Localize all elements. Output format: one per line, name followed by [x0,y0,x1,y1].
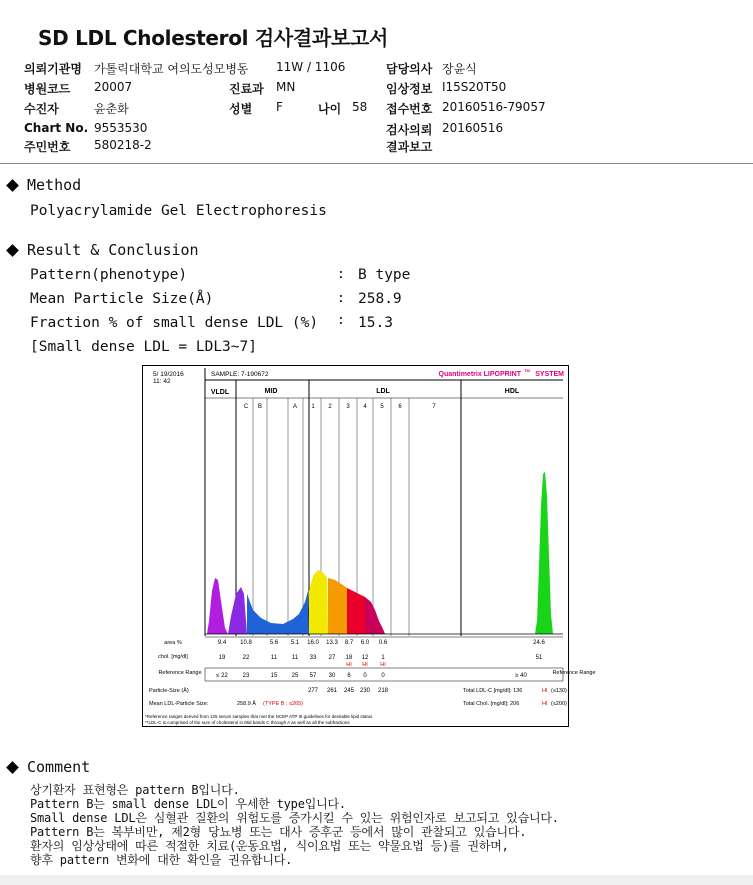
area-pct-value: 8.7 [344,640,354,646]
group-label-mid: MID [264,388,278,395]
group-label-vldl: VLDL [210,389,230,396]
band-label-1: 1 [311,404,315,410]
vldl-peak [207,578,228,634]
comment-line: Pattern B는 복부비만, 제2형 당뇨병 또는 대사 증후군 등에서 많이 관찰되고 있습니다. [30,825,527,839]
ldl4-7-region [365,597,385,634]
chart-sample: SAMPLE: 7-190672 [211,371,269,378]
result-heading [0,241,199,259]
row-label-chol: chol. [mg/dl] [158,654,188,660]
lipoprint-svg [143,366,596,726]
comment-line: Pattern B는 small dense LDL이 우세한 type입니다. [30,797,346,811]
header-divider [0,163,753,164]
age-value: 58 [352,100,368,114]
area-pct-value: 13.3 [326,640,338,646]
colon: : [337,291,345,306]
hospital-code-value: 20007 [94,80,133,94]
comment-heading-text: Comment [27,758,91,776]
particle-size-value: 261 [326,688,338,694]
chart-brand-tm: TM [524,368,530,373]
comment-line: 환자의 임상상태에 따른 적절한 치료(운동요법, 식이요법 또는 약물요법 등)를 권하며, [30,839,509,853]
institution-value: 가톨릭대학교 여의도성모병동 [94,62,249,76]
band-label-b: B [257,404,263,410]
total-ldl-ref: (≤130) [551,688,567,694]
ref-hdl-value: ≥ 40 [515,673,527,679]
sdldl-note: [Small dense LDL = LDL3~7] [30,339,257,355]
total-ldl-label: Total LDL-C [mg/dl]: 136 [463,688,523,694]
band-label-4: 4 [363,404,367,410]
particle-size-value: 218 [377,688,389,694]
sex-value: F [276,100,283,114]
report-title: SD LDL Cholesterol 검사결과보고서 [38,26,388,50]
mid-c-peak [228,587,247,634]
dept-label: 진료과 [229,82,264,96]
chart-no-label: Chart No. [24,121,89,135]
rrn-value: 580218-2 [94,138,152,152]
ref-range-value: 6 [347,673,351,679]
fraction-label: Fraction % of small dense LDL (%) [30,315,319,331]
chart-brand-suffix: SYSTEM [535,371,564,378]
comment-line: Small dense LDL은 심혈관 질환의 위험도를 증가시킬 수 있는 위험인자로 보고되고 있습니다. [30,811,559,825]
comment-line: 상기환자 표현형은 pattern B입니다. [30,783,240,797]
colon: : [337,313,345,328]
pattern-label: Pattern(phenotype) [30,267,188,283]
diamond-bullet-icon [6,761,19,774]
clinical-value: I15S20T50 [442,80,507,94]
ref-range-value: 25 [291,673,299,679]
chol-value: 18 [345,655,353,661]
band-label-5: 5 [380,404,384,410]
ref-range-value: 0 [381,673,385,679]
ldl3-region [347,588,365,634]
colon: : [337,267,345,282]
ref-range-value: 30 [328,673,336,679]
method-heading [0,176,81,194]
chol-value: 33 [309,655,317,661]
chart-date: 5/ 19/2016 [153,371,184,378]
area-pct-value: 24.6 [533,640,545,646]
method-heading-text: Method [27,176,82,194]
age-label: 나이 [318,102,342,116]
chol-value: 11 [291,655,299,661]
ward-value: 11W / 1106 [276,60,346,74]
chol-value: 19 [218,655,226,661]
footer-bar [0,875,753,885]
row-label-area: area % [164,640,182,646]
chart-footnote-2: **LDL-C is comprised of the sum of cholesterol in Mid bands C through A as well as all the subfractions [145,720,350,725]
request-label: 검사의뢰 [386,123,433,137]
ref-range-value: 15 [270,673,278,679]
band-label-3: 3 [346,404,350,410]
chol-value: 1 [381,655,385,661]
total-chol-label: Total Chol. [mg/dl]: 206 [463,701,520,707]
row-label-ref-right: Reference Range [552,670,596,676]
row-label-particle: Particle-Size (Å) [149,688,189,694]
mid-b-a-region [247,591,309,634]
request-value: 20160516 [442,121,504,135]
row-label-ref: Reference Range [158,670,202,676]
total-chol-flag: HI [542,701,548,707]
hi-flag: HI [362,662,368,668]
particle-size-value: 277 [307,688,319,694]
chol-value: 27 [328,655,336,661]
ref-range-value: ≤ 22 [216,673,228,679]
area-pct-value: 6.0 [360,640,370,646]
result-heading-text: Result & Conclusion [27,241,199,259]
band-label-7: 7 [432,404,436,410]
area-pct-value: 0.6 [378,640,388,646]
institution-label: 의뢰기관명 [24,62,82,76]
receipt-label: 접수번호 [386,102,433,116]
patient-value: 윤춘화 [94,102,129,116]
doctor-value: 장윤식 [442,62,477,76]
rrn-label: 주민번호 [24,140,71,154]
ldl2-region [328,578,347,634]
chart-footnote-1: *Reference ranges derived from 125 serum samples that met the NCEP ATP III guidelines for desirable lipid status [145,714,373,719]
chart-brand: Quantimetrix LIPOPRINT [438,371,521,378]
receipt-value: 20160516-79057 [442,100,546,114]
particle-size-label: Mean Particle Size(Å) [30,291,214,307]
mean-type-value: (TYPE B ; ≤265) [263,701,304,707]
group-label-ldl: LDL [376,388,390,395]
row-label-mean: Mean LDL-Particle Size: [149,701,209,707]
pattern-value: B type [358,267,411,283]
lipoprint-chart [142,365,596,727]
hi-flag: HI [380,662,386,668]
ref-range-value: 23 [242,673,250,679]
patient-label: 수진자 [24,102,59,116]
hospital-code-label: 병원코드 [24,82,71,96]
chart-no-value: 9553530 [94,121,148,135]
band-label-c: C [243,404,249,410]
particle-size-value: 258.9 [358,291,402,307]
particle-size-value: 245 [343,688,355,694]
mean-size-value: 258.9 Å [237,701,256,707]
report-label: 결과보고 [386,140,433,154]
area-pct-value: 10.8 [240,640,252,646]
area-pct-value: 5.6 [269,640,279,646]
chol-value: 22 [242,655,250,661]
band-label-2: 2 [328,404,332,410]
comment-line: 향후 pattern 변화에 대한 확인을 권유합니다. [30,853,293,867]
chol-value: 12 [361,655,369,661]
chol-value: 11 [270,655,278,661]
fraction-value: 15.3 [358,315,393,331]
hdl-peak [535,472,553,634]
total-chol-ref: (≤200) [551,701,567,707]
particle-size-value: 230 [359,688,371,694]
ref-range-value: 0 [363,673,367,679]
comment-heading [0,758,90,776]
diamond-bullet-icon [6,244,19,257]
ldl1-peak [309,570,328,634]
doctor-label: 담당의사 [386,62,433,76]
diamond-bullet-icon [6,179,19,192]
method-value: Polyacrylamide Gel Electrophoresis [30,203,327,219]
ref-range-value: 57 [309,673,317,679]
band-label-a: A [292,404,298,410]
hi-flag: HI [346,662,352,668]
group-label-hdl: HDL [504,388,520,395]
total-ldl-flag: HI [542,688,548,694]
dept-value: MN [276,80,296,94]
area-pct-value: 9.4 [217,640,227,646]
band-label-6: 6 [398,404,402,410]
sex-label: 성별 [229,102,253,116]
clinical-label: 임상정보 [386,82,433,96]
area-pct-value: 16.0 [307,640,319,646]
chol-value: 51 [535,655,543,661]
area-pct-value: 5.1 [290,640,300,646]
chart-time: 11: 42 [153,378,171,385]
